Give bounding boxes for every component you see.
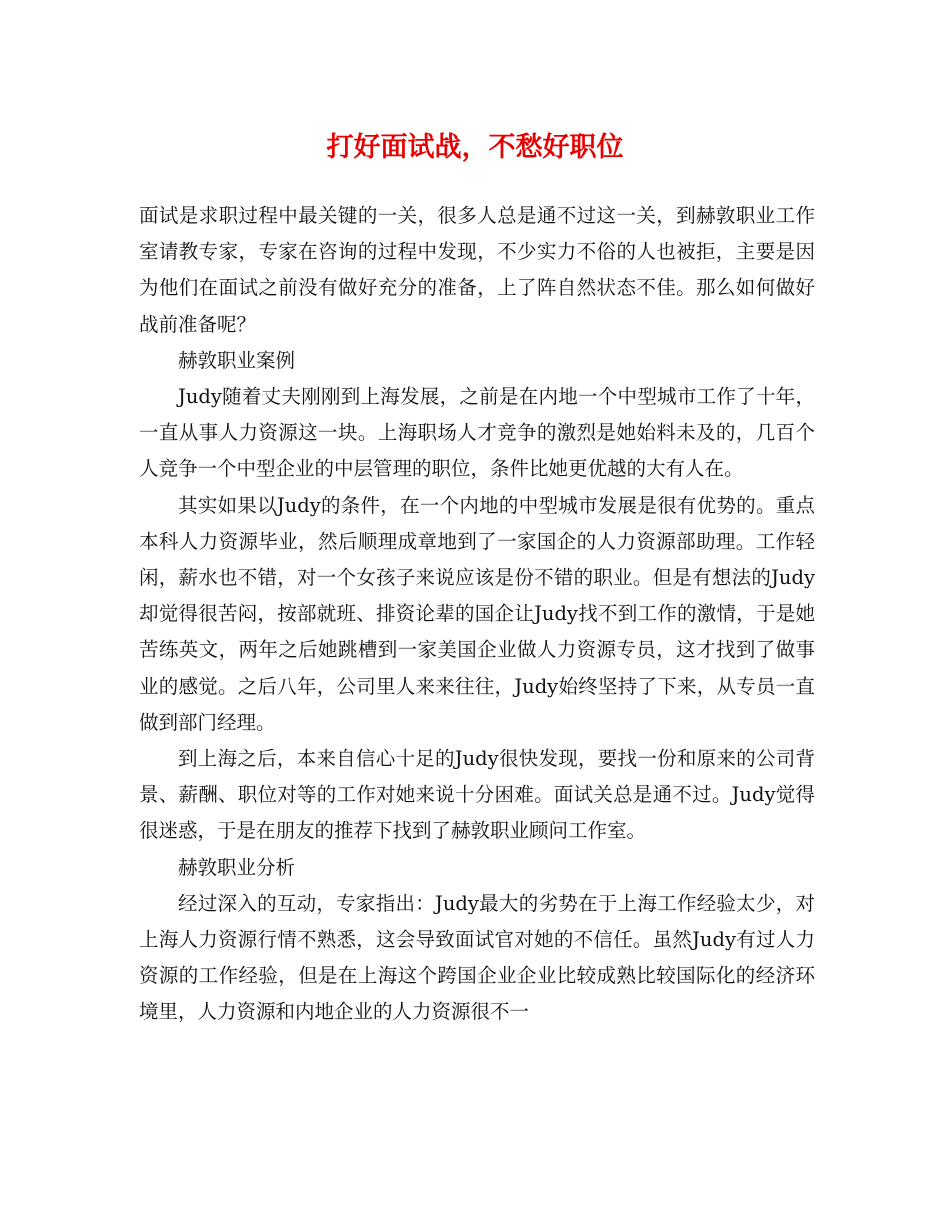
section-heading-analysis: 赫敦职业分析 <box>178 855 296 879</box>
document-body <box>139 198 815 1031</box>
case-paragraph-2: 其实如果以Judy的条件，在一个内地的中型城市发展是很有优势的。重点本科人力资源毕业，然后顺理成章地到了一家国企的人力资源部助理。工作轻闲，薪水也不错，对一个女孩子来说应该是份不错的职业。但是有想法的Judy却觉得很苦闷，按部就班、排资论辈的国企让Judy找不到工作的激情，于是她苦练英文，两年之后她跳槽到一家美国企业做人力资源专员，这才找到了做事业的感觉。之后八年，公司里人来来往往，Judy始终坚持了下来，从专员一直做到部门经理。 <box>139 493 815 734</box>
intro-paragraph: 面试是求职过程中最关键的一关，很多人总是通不过这一关，到赫敦职业工作室请教专家，专家在咨询的过程中发现，不少实力不俗的人也被拒，主要是因为他们在面试之前没有做好充分的准备，上了阵自然状态不佳。那么如何做好战前准备呢？ <box>139 204 815 336</box>
case-paragraph-3: 到上海之后，本来自信心十足的Judy很快发现，要找一份和原来的公司背景、薪酬、职位对等的工作对她来说十分困难。面试关总是通不过。Judy觉得很迷惑，于是在朋友的推荐下找到了赫敦职业顾问工作室。 <box>139 747 815 843</box>
case-paragraph-1: Judy随着丈夫刚刚到上海发展，之前是在内地一个中型城市工作了十年，一直从事人力资源这一块。上海职场人才竞争的激烈是她始料未及的，几百个人竞争一个中型企业的中层管理的职位，条件比她更优越的大有人在。 <box>139 385 815 481</box>
analysis-paragraph: 经过深入的互动，专家指出：Judy最大的劣势在于上海工作经验太少，对上海人力资源行情不熟悉，这会导致面试官对她的不信任。虽然Judy有过人力资源的工作经验，但是在上海这个跨国企业企业比较成熟比较国际化的经济环境里，人力资源和内地企业的人力资源很不一 <box>139 891 815 1024</box>
section-heading-case: 赫敦职业案例 <box>178 348 296 372</box>
document-title: 打好面试战，不愁好职位 <box>326 132 624 163</box>
